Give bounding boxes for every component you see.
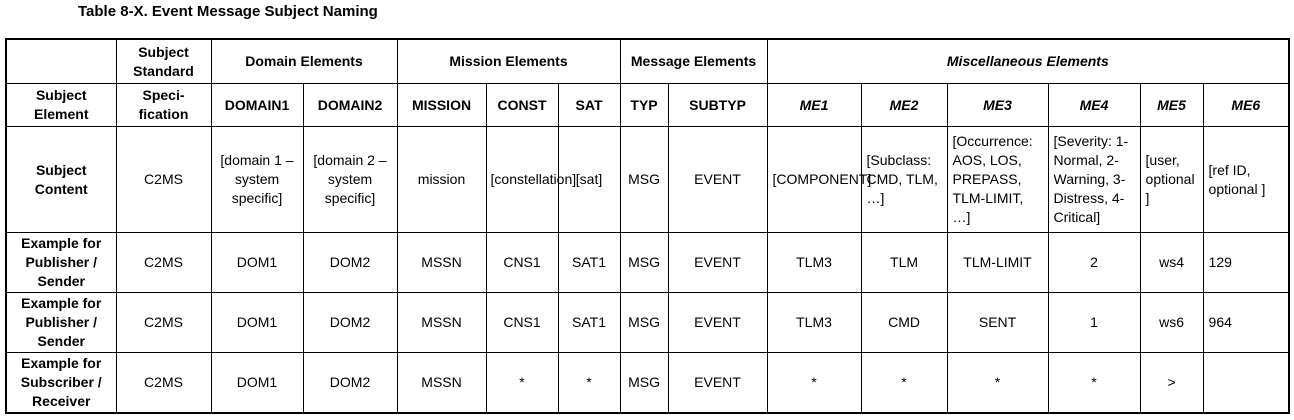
content-cell: [ref ID, optional ]: [1203, 127, 1289, 233]
table-cell: C2MS: [116, 353, 211, 414]
row-label-example: Example for Publisher / Sender: [6, 293, 116, 353]
table-cell: ws6: [1140, 293, 1203, 353]
header-me6: ME6: [1203, 84, 1289, 127]
header-subtyp: SUBTYP: [668, 84, 767, 127]
content-cell: [constellation]: [486, 127, 558, 233]
table-cell: TLM-LIMIT: [947, 233, 1048, 293]
table-cell: TLM3: [767, 293, 861, 353]
table-cell: DOM1: [211, 233, 303, 293]
content-cell: [user, optional ]: [1140, 127, 1203, 233]
row-label-subject-content: Subject Content: [6, 127, 116, 233]
table-cell: >: [1140, 353, 1203, 414]
group-domain-elements: Domain Elements: [211, 39, 397, 84]
table-cell: CNS1: [486, 293, 558, 353]
table-cell: DOM2: [303, 353, 397, 414]
table-cell: SENT: [947, 293, 1048, 353]
content-cell: [sat]: [558, 127, 620, 233]
content-cell: MSG: [620, 127, 668, 233]
group-miscellaneous-elements: Miscellaneous Elements: [767, 39, 1289, 84]
group-message-elements: Message Elements: [620, 39, 767, 84]
row-label-subject-element: Subject Element: [6, 84, 116, 127]
table-cell: TLM: [861, 233, 947, 293]
header-domain1: DOMAIN1: [211, 84, 303, 127]
blank-corner-cell: [6, 39, 116, 84]
table-caption: Table 8-X. Event Message Subject Naming: [78, 3, 378, 20]
group-mission-elements: Mission Elements: [397, 39, 620, 84]
table-cell: MSG: [620, 353, 668, 414]
subject-content-row: [6, 127, 1289, 233]
table-cell: EVENT: [668, 353, 767, 414]
table-cell: MSG: [620, 293, 668, 353]
table-cell: DOM2: [303, 233, 397, 293]
header-specification: Speci-fication: [116, 84, 211, 127]
table-row: [6, 353, 1289, 414]
table-cell: DOM1: [211, 353, 303, 414]
table-cell: CMD: [861, 293, 947, 353]
table-cell: MSSN: [397, 293, 486, 353]
table-cell: 129: [1203, 233, 1289, 293]
table-cell: SAT1: [558, 233, 620, 293]
table-cell: *: [486, 353, 558, 414]
group-header-row: [6, 39, 1289, 84]
table-cell: MSG: [620, 233, 668, 293]
table-cell: ws4: [1140, 233, 1203, 293]
content-cell: mission: [397, 127, 486, 233]
subject-naming-table: [5, 38, 1290, 414]
content-cell: [Occurrence: AOS, LOS, PREPASS, TLM-LIMIT, …]: [947, 127, 1048, 233]
table-cell: MSSN: [397, 353, 486, 414]
row-label-example: Example for Subscriber / Receiver: [6, 353, 116, 414]
content-cell: [COMPONENT]: [767, 127, 861, 233]
table-cell: CNS1: [486, 233, 558, 293]
table-cell: DOM2: [303, 293, 397, 353]
content-cell: [domain 2 – system specific]: [303, 127, 397, 233]
header-me1: ME1: [767, 84, 861, 127]
header-mission: MISSION: [397, 84, 486, 127]
header-me3: ME3: [947, 84, 1048, 127]
table-cell: MSSN: [397, 233, 486, 293]
table-cell: EVENT: [668, 233, 767, 293]
table-cell: C2MS: [116, 233, 211, 293]
table-cell: [1203, 353, 1289, 414]
element-header-row: [6, 84, 1289, 127]
table-cell: TLM3: [767, 233, 861, 293]
header-domain2: DOMAIN2: [303, 84, 397, 127]
content-cell: C2MS: [116, 127, 211, 233]
group-subject-standard: Subject Standard: [116, 39, 211, 84]
table-cell: DOM1: [211, 293, 303, 353]
content-cell: [Severity: 1-Normal, 2-Warning, 3-Distress, 4-Critical]: [1048, 127, 1140, 233]
table-cell: *: [767, 353, 861, 414]
table-cell: 1: [1048, 293, 1140, 353]
table-cell: *: [861, 353, 947, 414]
header-const: CONST: [486, 84, 558, 127]
table-cell: EVENT: [668, 293, 767, 353]
table-cell: 964: [1203, 293, 1289, 353]
table-row: [6, 233, 1289, 293]
table-cell: *: [947, 353, 1048, 414]
header-sat: SAT: [558, 84, 620, 127]
table-row: [6, 293, 1289, 353]
table-cell: 2: [1048, 233, 1140, 293]
header-me2: ME2: [861, 84, 947, 127]
table-cell: C2MS: [116, 293, 211, 353]
content-cell: [domain 1 – system specific]: [211, 127, 303, 233]
table-cell: SAT1: [558, 293, 620, 353]
header-me5: ME5: [1140, 84, 1203, 127]
header-me4: ME4: [1048, 84, 1140, 127]
content-cell: [Subclass: CMD, TLM, …]: [861, 127, 947, 233]
table-cell: *: [1048, 353, 1140, 414]
content-cell: EVENT: [668, 127, 767, 233]
table-cell: *: [558, 353, 620, 414]
row-label-example: Example for Publisher / Sender: [6, 233, 116, 293]
header-typ: TYP: [620, 84, 668, 127]
